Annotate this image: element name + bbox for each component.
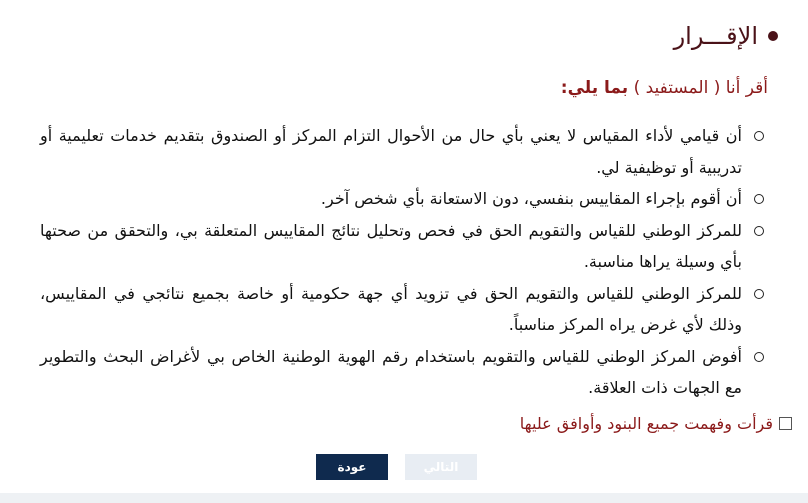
back-button[interactable]: عودة bbox=[316, 454, 388, 480]
circle-bullet-icon bbox=[754, 289, 764, 299]
declaration-clauses bbox=[40, 120, 766, 404]
circle-bullet-icon bbox=[754, 194, 764, 204]
clause-item bbox=[40, 215, 766, 278]
next-button[interactable]: التالي bbox=[405, 454, 477, 480]
agreement-checkbox[interactable] bbox=[779, 417, 792, 430]
clause-text: للمركز الوطني للقياس والتقويم الحق في فحص وتحليل نتائج المقاييس المتعلقة بي، والتحقق من صحتها بأي وسيلة يراها مناسبة. bbox=[40, 220, 742, 271]
clause-text: للمركز الوطني للقياس والتقويم الحق في تزويد أي جهة حكومية أو خاصة بجميع نتائجي في المقاييس، وذلك لأي غرض يراه المركز مناسباً. bbox=[40, 283, 742, 334]
clause-item bbox=[40, 183, 766, 215]
clause-text: أن أقوم بإجراء المقاييس بنفسي، دون الاستعانة بأي شخص آخر. bbox=[320, 189, 742, 208]
clause-text: أفوض المركز الوطني للقياس والتقويم باستخدام رقم الهوية الوطنية الخاص بي لأغراض البحث والتطوير مع الجهات ذات العلاقة. bbox=[40, 346, 742, 397]
agreement-label[interactable]: قرأت وفهمت جميع البنود وأوافق عليها bbox=[519, 414, 773, 433]
circle-bullet-icon bbox=[754, 352, 764, 362]
circle-bullet-icon bbox=[754, 131, 764, 141]
bullet-icon bbox=[768, 31, 778, 41]
clause-item bbox=[40, 120, 766, 183]
declaration-intro bbox=[561, 78, 768, 98]
declaration-intro-text: أقر أنا ( المستفيد ) bbox=[628, 78, 768, 98]
clause-text: أن قيامي لأداء المقياس لا يعني بأي حال من الأحوال التزام المركز أو الصندوق بتقديم خدمات تعليمية أو تدريبية أو توظيفية لي. bbox=[40, 126, 742, 177]
circle-bullet-icon bbox=[754, 226, 764, 236]
page-title: الإقـــرار bbox=[673, 22, 758, 50]
page-heading bbox=[674, 22, 778, 50]
clause-item bbox=[40, 278, 766, 341]
clause-item bbox=[40, 341, 766, 404]
agreement-row[interactable] bbox=[520, 414, 792, 433]
declaration-intro-bold: بما يلي: bbox=[560, 78, 629, 98]
footer-bar bbox=[0, 493, 808, 503]
